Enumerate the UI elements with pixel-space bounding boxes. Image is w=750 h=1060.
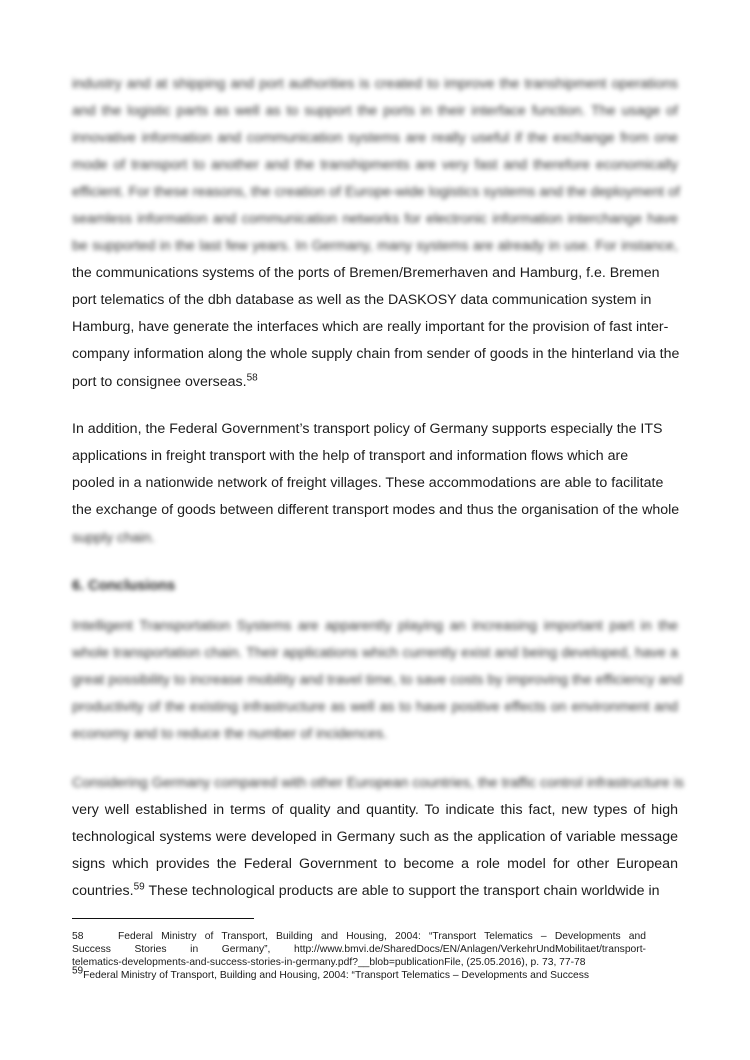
body-text-line: very well established in terms of quality and quantity. To indicate this fact, new types of high <box>72 802 678 818</box>
footnote-text: Federal Ministry of Transport, Building and Housing, 2004: “Transport Telematics – Developments and <box>118 931 646 942</box>
footnote-line <box>72 965 590 982</box>
blurred-text-line: great possibility to increase mobility and travel time, to save costs by improving the efficiency and <box>72 672 683 688</box>
blurred-text-line: Intelligent Transportation Systems are apparently playing an increasing important part in the <box>72 618 678 634</box>
body-text-line: In addition, the Federal Government’s transport policy of Germany supports especially the ITS <box>72 421 663 437</box>
blurred-text-line: economy and to reduce the number of incidences. <box>72 726 388 742</box>
body-text-fragment: These technological products are able to support the transport chain worldwide in <box>144 883 660 899</box>
body-text-line: the exchange of goods between different transport modes and thus the organisation of the whole <box>72 502 680 518</box>
blurred-text-line: Considering Germany compared with other European countries, the traffic control infrastructure is <box>72 775 684 791</box>
footnote-line: telematics-developments-and-success-stories-in-germany.pdf?__blob=publicationFile, (25.05.2016), p. 73, 77-78 <box>72 957 586 968</box>
body-text-line: pooled in a nationwide network of freight villages. These accommodations are able to facilitate <box>72 475 664 491</box>
blurred-text-line: be supported in the last few years. In Germany, many systems are already in use. For instance, <box>72 238 678 254</box>
footnote-text: Federal Ministry of Transport, Building and Housing, 2004: “Transport Telematics – Developments and Success <box>83 970 590 981</box>
blurred-text-line: innovative information and communication systems are really useful if the exchange from one <box>72 130 678 146</box>
body-text-line <box>72 373 258 391</box>
blurred-text-line: efficient. For these reasons, the creation of Europe-wide logistics systems and the deployment of <box>72 184 680 200</box>
body-text-line: signs which provides the Federal Government to become a role model for other European <box>72 856 678 872</box>
body-text-line: Hamburg, have generate the interfaces which are really important for the provision of fast inter- <box>72 319 669 335</box>
footnote-line <box>72 930 646 943</box>
body-text-line: company information along the whole supply chain from sender of goods in the hinterland via the <box>72 346 680 362</box>
body-text-line <box>72 882 660 900</box>
footnote-separator <box>72 918 254 919</box>
section-heading: 6. Conclusions <box>72 578 176 594</box>
footnote-number: 59 <box>72 965 84 977</box>
footnote-line: Success Stories in Germany”, http://www.bmvi.de/SharedDocs/EN/Anlagen/VerkehrUndMobilitaet/transport- <box>72 944 646 955</box>
body-text-line: port telematics of the dbh database as well as the DASKOSY data communication system in <box>72 292 652 308</box>
blurred-text-line: productivity of the existing infrastructure as well as to have positive effects on environment and <box>72 699 678 715</box>
blurred-text-line: industry and at shipping and port authorities is created to improve the transhipment operations <box>72 76 678 92</box>
footnote-reference: 58 <box>246 372 258 384</box>
body-text-fragment: port to consignee overseas. <box>72 374 247 390</box>
blurred-text-line: whole transportation chain. Their applications which currently exist and being developed, have a <box>72 645 678 661</box>
body-text-fragment: countries. <box>72 883 134 899</box>
footnote-reference: 59 <box>133 881 145 893</box>
blurred-text-line: and the logistic parts as well as to support the ports in their interface function. The usage of <box>72 103 678 119</box>
blurred-text-line: seamless information and communication networks for electronic information interchange have <box>72 211 678 227</box>
body-text-line: technological systems were developed in Germany such as the application of variable message <box>72 829 678 845</box>
body-text-line: the communications systems of the ports of Bremen/Bremerhaven and Hamburg, f.e. Bremen <box>72 265 660 281</box>
blurred-text-line: supply chain. <box>72 530 155 546</box>
footnote-number: 58 <box>72 931 84 942</box>
blurred-text-line: mode of transport to another and the transhipments are very fast and therefore economically <box>72 157 678 173</box>
body-text-line: applications in freight transport with the help of transport and information flows which are <box>72 448 629 464</box>
